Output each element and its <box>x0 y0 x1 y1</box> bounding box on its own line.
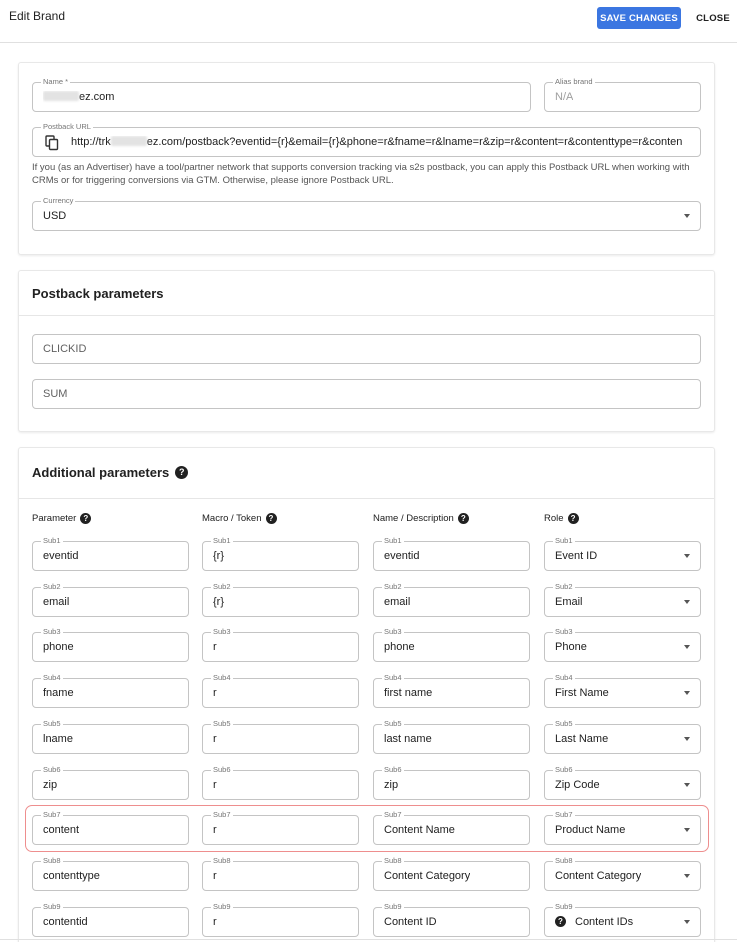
role-select-value: Product Name <box>555 824 626 836</box>
parameter-input[interactable] <box>32 536 189 571</box>
sub-label: Sub9 <box>555 902 573 911</box>
parameter-input[interactable] <box>32 673 189 708</box>
macro-input[interactable] <box>202 673 359 708</box>
macro-input[interactable] <box>202 719 359 754</box>
clickid-input[interactable] <box>32 334 701 364</box>
sub-label: Sub5 <box>213 719 231 728</box>
parameter-input-value: phone <box>43 641 74 653</box>
description-input-value: Content Name <box>384 824 455 836</box>
currency-select[interactable] <box>32 196 701 231</box>
sub-label: Sub6 <box>384 765 402 774</box>
description-input-value: Content ID <box>384 916 437 928</box>
sub-label: Sub4 <box>43 673 61 682</box>
description-input[interactable] <box>373 673 530 708</box>
sub-label: Sub4 <box>384 673 402 682</box>
role-select[interactable] <box>544 536 701 571</box>
help-icon[interactable]: ? <box>568 513 579 524</box>
parameter-input[interactable] <box>32 582 189 617</box>
role-select-value: First Name <box>555 687 609 699</box>
chevron-down-icon <box>684 691 690 695</box>
brand-name-label: Name * <box>43 77 69 86</box>
sub-label: Sub2 <box>384 582 402 591</box>
currency-label: Currency <box>43 196 74 205</box>
help-icon[interactable]: ? <box>175 466 188 479</box>
sub-label: Sub7 <box>213 810 231 819</box>
macro-input-value: r <box>213 733 217 745</box>
sub-label: Sub1 <box>384 536 402 545</box>
macro-input-value: r <box>213 779 217 791</box>
sub-label: Sub2 <box>555 582 573 591</box>
macro-input-value: r <box>213 824 217 836</box>
postback-url-value: ez.com/postback?eventid={r}&email={r}&phone=r&fname=r&lname=r&zip=r&content=r&contenttype=r&conten <box>146 136 683 148</box>
sub-label: Sub8 <box>43 856 61 865</box>
divider <box>19 498 714 499</box>
description-input-value: email <box>384 596 411 608</box>
parameter-input[interactable] <box>32 719 189 754</box>
macro-input[interactable] <box>202 902 359 937</box>
macro-input[interactable] <box>202 582 359 617</box>
chevron-down-icon <box>684 874 690 878</box>
sub-label: Sub6 <box>555 765 573 774</box>
role-select-value: Content IDs <box>575 916 634 928</box>
role-select-value: Email <box>555 596 583 608</box>
macro-input-value: {r} <box>213 596 225 608</box>
parameter-input-value: fname <box>43 687 74 699</box>
macro-input[interactable] <box>202 765 359 800</box>
sub-label: Sub7 <box>555 810 573 819</box>
sub-label: Sub8 <box>384 856 402 865</box>
additional-parameters-title: Additional parameters <box>32 465 170 480</box>
role-select[interactable] <box>544 673 701 708</box>
sub-label: Sub2 <box>43 582 61 591</box>
brand-name-field[interactable] <box>32 77 531 112</box>
postback-parameters-title: Postback parameters <box>32 286 164 301</box>
sub-label: Sub6 <box>213 765 231 774</box>
sub-label: Sub3 <box>384 627 402 636</box>
description-input-value: phone <box>384 641 415 653</box>
alias-brand-field[interactable] <box>544 77 701 112</box>
macro-input[interactable] <box>202 536 359 571</box>
macro-input-value: r <box>213 870 217 882</box>
postback-url-label: Postback URL <box>43 122 91 131</box>
column-header-role: Role ? <box>544 513 579 524</box>
chevron-down-icon <box>684 600 690 604</box>
save-changes-button[interactable]: SAVE CHANGES <box>597 7 681 29</box>
sub-label: Sub4 <box>213 673 231 682</box>
description-input-value: first name <box>384 687 433 699</box>
description-input[interactable] <box>373 856 530 891</box>
parameter-input-value: eventid <box>43 550 79 562</box>
copy-icon[interactable] <box>45 135 59 151</box>
dialog-header <box>0 0 737 43</box>
role-select-value: Zip Code <box>555 779 600 791</box>
description-input-value: last name <box>384 733 432 745</box>
redacted-text <box>43 91 79 101</box>
chevron-down-icon <box>684 737 690 741</box>
description-input[interactable] <box>373 536 530 571</box>
role-select[interactable] <box>544 627 701 662</box>
role-select-value: Content Category <box>555 870 642 882</box>
clickid-placeholder: CLICKID <box>43 343 87 355</box>
sub-label: Sub1 <box>43 536 61 545</box>
sub-label: Sub8 <box>213 856 231 865</box>
parameter-input-value: zip <box>43 779 58 791</box>
brand-name-value: ez.com <box>79 91 115 103</box>
sub-label: Sub7 <box>43 810 61 819</box>
macro-input-value: {r} <box>213 550 225 562</box>
description-input[interactable] <box>373 765 530 800</box>
sub-label: Sub1 <box>213 536 231 545</box>
sub-label: Sub1 <box>555 536 573 545</box>
parameter-input-value: content <box>43 824 80 836</box>
divider <box>19 315 714 316</box>
role-select-value: Last Name <box>555 733 609 745</box>
redacted-text <box>111 136 147 146</box>
role-select-value: Phone <box>555 641 587 653</box>
description-input-value: Content Category <box>384 870 471 882</box>
column-header-name: Name / Description ? <box>373 513 469 524</box>
role-select[interactable] <box>544 765 701 800</box>
close-button[interactable]: CLOSE <box>694 7 732 29</box>
chevron-down-icon <box>684 214 690 218</box>
currency-value: USD <box>43 210 67 222</box>
sub-label: Sub3 <box>555 627 573 636</box>
postback-url-prefix: http://trk <box>71 136 111 148</box>
chevron-down-icon <box>684 920 690 924</box>
macro-input-value: r <box>213 687 217 699</box>
role-select-value: Event ID <box>555 550 598 562</box>
parameter-input-value: contentid <box>43 916 88 928</box>
description-input-value: zip <box>384 779 399 791</box>
role-select[interactable] <box>544 719 701 754</box>
alias-brand-placeholder: N/A <box>555 91 574 103</box>
alias-brand-label: Alias brand <box>555 77 593 86</box>
sub-label: Sub4 <box>555 673 573 682</box>
sub-label: Sub5 <box>43 719 61 728</box>
description-input[interactable] <box>373 582 530 617</box>
sub-label: Sub2 <box>213 582 231 591</box>
macro-input[interactable] <box>202 856 359 891</box>
help-icon[interactable]: ? <box>555 916 566 927</box>
sub-label: Sub3 <box>43 627 61 636</box>
parameter-input-value: lname <box>43 733 73 745</box>
column-header-parameter: Parameter ? <box>32 513 91 524</box>
macro-input-value: r <box>213 641 217 653</box>
chevron-down-icon <box>684 554 690 558</box>
description-input[interactable] <box>373 627 530 662</box>
postback-help-text: If you (as an Advertiser) have a tool/partner network that supports conversion tracking via s2s postback, you can apply this Postback URL when working with CRMs or for triggering conversions via GTM. Otherwise, please ignore Postback URL. <box>32 162 690 186</box>
macro-input-value: r <box>213 916 217 928</box>
postback-url-field[interactable] <box>32 122 701 157</box>
sub-label: Sub8 <box>555 856 573 865</box>
sub-label: Sub9 <box>213 902 231 911</box>
description-input[interactable] <box>373 902 530 937</box>
sub-label: Sub6 <box>43 765 61 774</box>
macro-input[interactable] <box>202 627 359 662</box>
help-icon[interactable]: ? <box>80 513 91 524</box>
help-icon[interactable]: ? <box>266 513 277 524</box>
sub-label: Sub7 <box>384 810 402 819</box>
sub-label: Sub5 <box>555 719 573 728</box>
sum-input[interactable] <box>32 379 701 409</box>
sum-placeholder: SUM <box>43 388 68 400</box>
sub-label: Sub9 <box>43 902 61 911</box>
role-select[interactable] <box>544 582 701 617</box>
chevron-down-icon <box>684 783 690 787</box>
parameter-input[interactable] <box>32 765 189 800</box>
column-header-macro: Macro / Token ? <box>202 513 277 524</box>
help-icon[interactable]: ? <box>458 513 469 524</box>
sub-label: Sub3 <box>213 627 231 636</box>
row-highlight <box>25 805 709 852</box>
parameter-input[interactable] <box>32 627 189 662</box>
parameter-input[interactable] <box>32 856 189 891</box>
chevron-down-icon <box>684 645 690 649</box>
description-input[interactable] <box>373 719 530 754</box>
dialog-title: Edit Brand <box>9 9 66 23</box>
role-select[interactable] <box>544 856 701 891</box>
parameter-input-value: email <box>43 596 70 608</box>
parameter-input[interactable] <box>32 902 189 937</box>
sub-label: Sub5 <box>384 719 402 728</box>
description-input-value: eventid <box>384 550 420 562</box>
sub-label: Sub9 <box>384 902 402 911</box>
divider <box>0 939 737 940</box>
role-select[interactable] <box>544 902 701 937</box>
parameter-input-value: contenttype <box>43 870 100 882</box>
